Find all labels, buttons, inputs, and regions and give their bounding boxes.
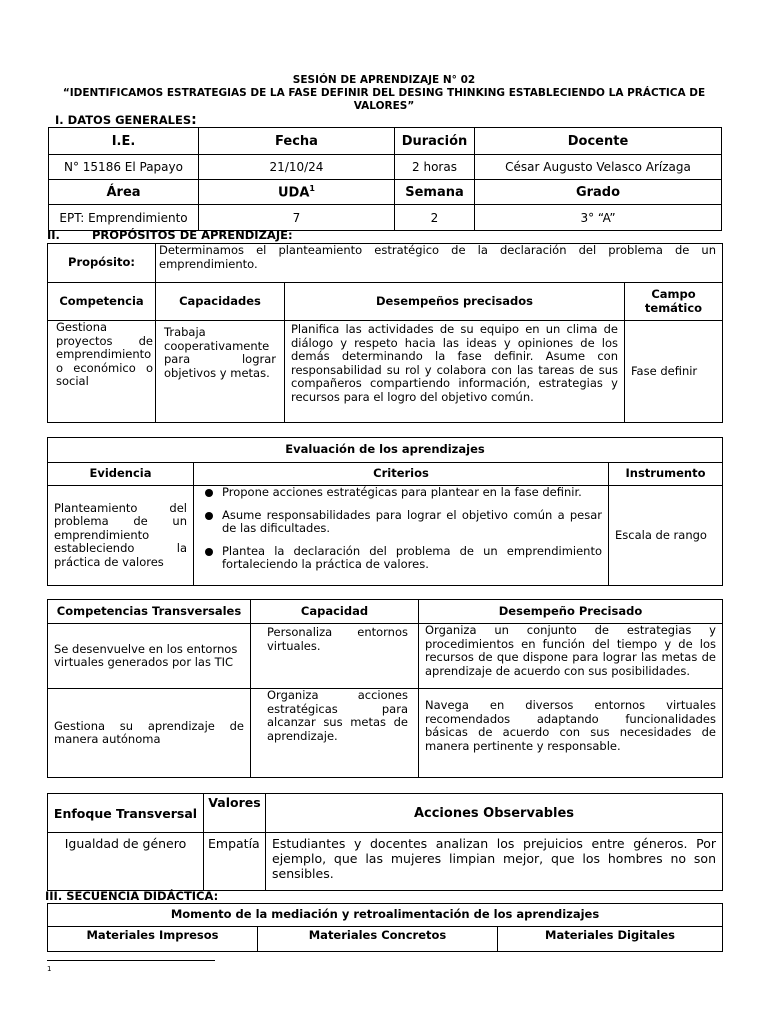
propositos-header-row bbox=[48, 283, 723, 321]
enfoque-table bbox=[47, 793, 723, 891]
proposito-label: Propósito: bbox=[48, 244, 156, 283]
value-ie: N° 15186 El Papayo bbox=[49, 155, 199, 180]
footnote-separator bbox=[47, 960, 215, 961]
transversales-table bbox=[47, 599, 723, 778]
session-title-line2: VALORES” bbox=[353, 100, 415, 112]
header-acciones-observables: Acciones Observables bbox=[266, 794, 723, 833]
session-number: SESIÓN DE APRENDIZAJE N° 02 bbox=[292, 74, 476, 86]
enfoque-content-row bbox=[48, 833, 723, 891]
transversal-competencia: Gestiona su aprendizaje de manera autónoma bbox=[48, 689, 251, 778]
header-competencias-transversales: Competencias Transversales bbox=[48, 600, 251, 624]
bullet-icon bbox=[205, 548, 213, 556]
competencia-text: Gestiona proyectos de emprendimiento o económico o social bbox=[48, 321, 156, 423]
section-propositos-heading: II. PROPÓSITOS DE APRENDIZAJE: bbox=[47, 228, 293, 242]
evaluacion-content-row bbox=[48, 486, 723, 586]
session-title bbox=[40, 87, 728, 113]
criterio-item: Asume responsabilidades para lograr el objetivo común a pesar de las dificultades. bbox=[200, 509, 602, 536]
value-semana: 2 bbox=[395, 205, 475, 231]
header-evidencia: Evidencia bbox=[48, 463, 194, 486]
valor-text: Empatía bbox=[204, 833, 266, 891]
propositos-table bbox=[47, 243, 723, 423]
momento-title: Momento de la mediación y retroalimentación de los aprendizajes bbox=[48, 904, 723, 927]
materiales-row bbox=[48, 927, 723, 952]
header-grado: Grado bbox=[475, 180, 722, 205]
transversal-competencia: Se desenvuelve en los entornos virtuales generados por las TIC bbox=[48, 624, 251, 689]
datos-header-row-2 bbox=[49, 180, 722, 205]
bullet-icon bbox=[205, 489, 213, 497]
desempeno-text: Planifica las actividades de su equipo en un clima de diálogo y respeto hacia las ideas y opiniones de los demás determinando la fase definir. Asume con responsabilidad su rol y colabora con las tareas de sus compañeros compartiendo información, estrategias y recursos para el logro del objetivo común. bbox=[285, 321, 625, 423]
footnote-number: 1 bbox=[47, 965, 52, 973]
value-area: EPT: Emprendimiento bbox=[49, 205, 199, 231]
evaluacion-table bbox=[47, 437, 723, 586]
header-area: Área bbox=[49, 180, 199, 205]
transversal-desempeno: Organiza un conjunto de estrategias y procedimientos en función del tiempo y de los recursos de que dispone para lograr las metas de aprendizaje de acuerdo con sus posibilidades. bbox=[419, 624, 723, 689]
criterio-item: Propone acciones estratégicas para plantear en la fase definir. bbox=[200, 486, 602, 500]
evidencia-text: Planteamiento del problema de un emprendimiento estableciendo la práctica de valores bbox=[48, 486, 194, 586]
secuencia-table bbox=[47, 903, 723, 952]
momento-row bbox=[48, 904, 723, 927]
campo-tematico-text: Fase definir bbox=[625, 321, 723, 423]
datos-header-row-1 bbox=[49, 128, 722, 155]
value-uda: 7 bbox=[199, 205, 395, 231]
header-criterios: Criterios bbox=[194, 463, 609, 486]
header-materiales-impresos: Materiales Impresos bbox=[48, 927, 258, 952]
header-ie: I.E. bbox=[49, 128, 199, 155]
transversales-header-row bbox=[48, 600, 723, 624]
header-valores: Valores bbox=[204, 794, 266, 833]
section-datos-generales-heading: I. DATOS GENERALES: bbox=[55, 112, 197, 128]
header-materiales-concretos: Materiales Concretos bbox=[258, 927, 498, 952]
criterios-list bbox=[200, 486, 602, 572]
transversal-row bbox=[48, 689, 723, 778]
header-docente: Docente bbox=[475, 128, 722, 155]
transversal-row bbox=[48, 624, 723, 689]
evaluacion-header-row bbox=[48, 463, 723, 486]
proposito-text: Determinamos el planteamiento estratégico de la declaración del problema de un emprendimiento. bbox=[156, 244, 723, 283]
proposito-row bbox=[48, 244, 723, 283]
propositos-content-row bbox=[48, 321, 723, 423]
value-fecha: 21/10/24 bbox=[199, 155, 395, 180]
evaluacion-title: Evaluación de los aprendizajes bbox=[48, 438, 723, 463]
bullet-icon bbox=[205, 512, 213, 520]
header-instrumento: Instrumento bbox=[609, 463, 723, 486]
value-docente: César Augusto Velasco Arízaga bbox=[475, 155, 722, 180]
value-grado: 3° “A” bbox=[475, 205, 722, 231]
header-uda: UDA$^1$ bbox=[199, 180, 395, 205]
evaluacion-title-row bbox=[48, 438, 723, 463]
transversal-desempeno: Navega en diversos entornos virtuales recomendados adaptando funcionalidades básicas de acuerdo con sus necesidades de manera pertinente y responsable. bbox=[419, 689, 723, 778]
datos-value-row-2 bbox=[49, 205, 722, 231]
header-duracion: Duración bbox=[395, 128, 475, 155]
header-competencia: Competencia bbox=[48, 283, 156, 321]
capacidad-text: Trabaja cooperativamente para lograr objetivos y metas. bbox=[156, 321, 285, 423]
header-capacidad: Capacidad bbox=[251, 600, 419, 624]
enfoque-text: Igualdad de género bbox=[48, 833, 204, 891]
uda-footnote-ref: 1 bbox=[309, 183, 315, 193]
header-enfoque-transversal: Enfoque Transversal bbox=[48, 794, 204, 833]
session-title-line1: “IDENTIFICAMOS ESTRATEGIAS DE LA FASE DEFINIR DEL DESING THINKING ESTABLECIENDO LA PRÁCTICA DE bbox=[62, 87, 706, 99]
criterios-cell bbox=[194, 486, 609, 586]
header-desempeno-precisado: Desempeño Precisado bbox=[419, 600, 723, 624]
header-campo-tematico: Campo temático bbox=[625, 283, 723, 321]
header-desempenos: Desempeños precisados bbox=[285, 283, 625, 321]
section-secuencia-heading: III. SECUENCIA DIDÁCTICA: bbox=[45, 889, 219, 903]
transversal-capacidad: Personaliza entornos virtuales. bbox=[251, 624, 419, 689]
header-fecha: Fecha bbox=[199, 128, 395, 155]
header-semana: Semana bbox=[395, 180, 475, 205]
value-duracion: 2 horas bbox=[395, 155, 475, 180]
datos-generales-table bbox=[48, 127, 722, 231]
transversal-capacidad: Organiza acciones estratégicas para alcanzar sus metas de aprendizaje. bbox=[251, 689, 419, 778]
instrumento-text: Escala de rango bbox=[609, 486, 723, 586]
header-materiales-digitales: Materiales Digitales bbox=[498, 927, 723, 952]
acciones-text: Estudiantes y docentes analizan los prejuicios entre géneros. Por ejemplo, que las mujeres limpian mejor, que los hombres no son sensibles. bbox=[266, 833, 723, 891]
enfoque-header-row bbox=[48, 794, 723, 833]
datos-value-row-1 bbox=[49, 155, 722, 180]
criterio-item: Plantea la declaración del problema de un emprendimiento fortaleciendo la práctica de valores. bbox=[200, 545, 602, 572]
header-capacidades: Capacidades bbox=[156, 283, 285, 321]
